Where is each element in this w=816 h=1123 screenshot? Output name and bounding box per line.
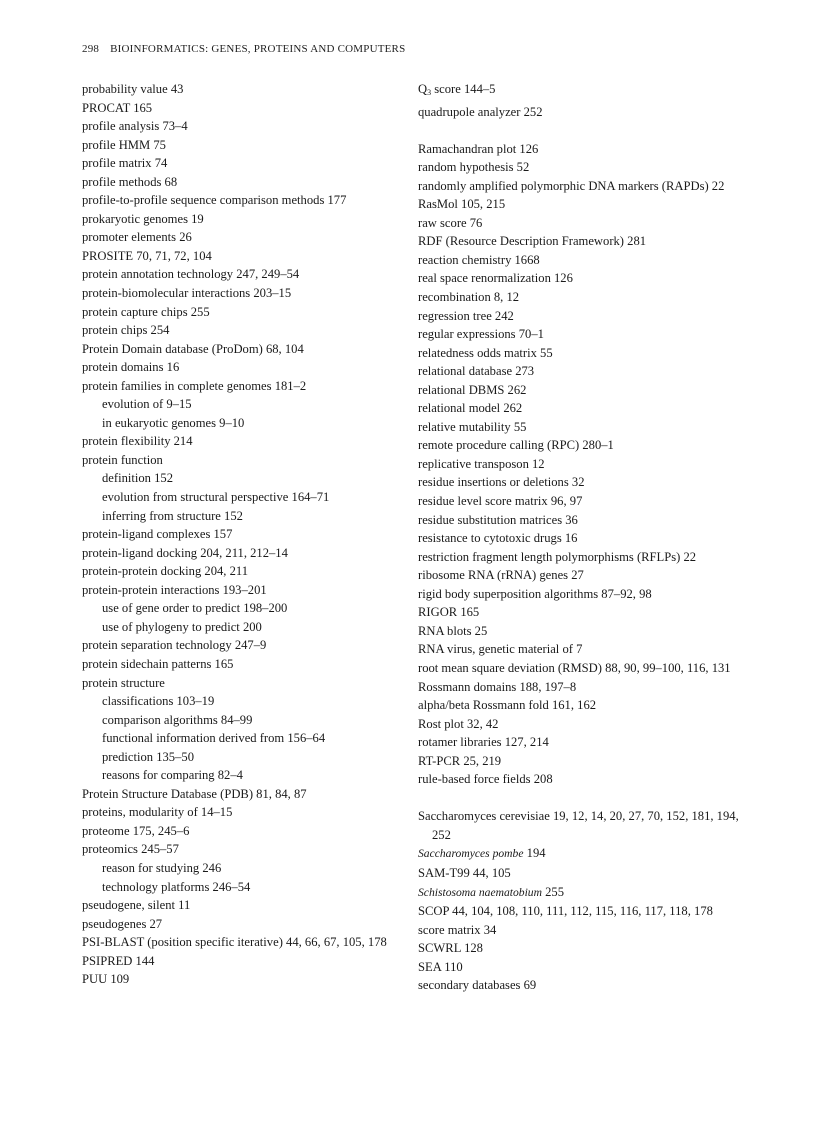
index-column-left — [82, 80, 400, 989]
index-entry: pseudogenes 27 — [82, 916, 163, 931]
index-entry: proteins, modularity of 14–15 — [82, 805, 233, 820]
index-entry: ribosome RNA (rRNA) genes 27 — [418, 568, 584, 583]
index-subentry: in eukaryotic genomes 9–10 — [102, 415, 245, 430]
index-entry-species — [418, 844, 758, 864]
index-entry: reaction chemistry 1668 — [418, 252, 540, 267]
index-entry: rule-based force fields 208 — [418, 772, 553, 787]
index-entry: profile methods 68 — [82, 174, 178, 189]
index-entry: randomly amplified polymorphic DNA markers (RAPDs) 22 — [418, 178, 725, 193]
index-entry-species — [418, 883, 758, 903]
index-entry: Ramachandran plot 126 — [418, 141, 539, 156]
index-entry: relative mutability 55 — [418, 419, 527, 434]
index-entry: SCOP 44, 104, 108, 110, 111, 112, 115, 116, 117, 118, 178 — [418, 904, 713, 919]
index-entry: protein-biomolecular interactions 203–15 — [82, 286, 292, 301]
index-entry: protein domains 16 — [82, 360, 180, 375]
running-title: BIOINFORMATICS: GENES, PROTEINS AND COMPUTERS — [110, 43, 406, 55]
index-entry: restriction fragment length polymorphisms (RFLPs) 22 — [418, 549, 697, 564]
index-entry: protein-ligand complexes 157 — [82, 527, 233, 542]
index-entry: protein capture chips 255 — [82, 304, 210, 319]
index-subentry: use of phylogeny to predict 200 — [102, 619, 262, 634]
index-entry: Rost plot 32, 42 — [418, 716, 499, 731]
index-entry: alpha/beta Rossmann fold 161, 162 — [418, 698, 597, 713]
index-entry: score matrix 34 — [418, 922, 497, 937]
index-entry: Rossmann domains 188, 197–8 — [418, 679, 577, 694]
index-entry: protein flexibility 214 — [82, 434, 193, 449]
index-entry: root mean square deviation (RMSD) 88, 90, 99–100, 116, 131 — [418, 660, 731, 675]
index-entry: proteomics 245–57 — [82, 842, 179, 857]
index-entry: relatedness odds matrix 55 — [418, 345, 553, 360]
index-entry: RasMol 105, 215 — [418, 197, 506, 212]
index-entry: relational model 262 — [418, 401, 523, 416]
page-number: 298 — [82, 43, 100, 55]
index-subentry: inferring from structure 152 — [102, 508, 243, 523]
q3-subscript: 3 — [427, 88, 432, 97]
index-entry: replicative transposon 12 — [418, 456, 545, 471]
index-column-right — [418, 80, 758, 995]
index-entry: profile matrix 74 — [82, 156, 168, 171]
index-entry: RT-PCR 25, 219 — [418, 753, 502, 768]
index-subentry: technology platforms 246–54 — [102, 879, 251, 894]
index-subentry: classifications 103–19 — [102, 694, 215, 709]
index-entry: protein sidechain patterns 165 — [82, 656, 234, 671]
index-entry: proteome 175, 245–6 — [82, 823, 190, 838]
index-subentry: evolution of 9–15 — [102, 397, 192, 412]
index-entry: residue insertions or deletions 32 — [418, 475, 585, 490]
index-entry: protein-ligand docking 204, 211, 212–14 — [82, 545, 288, 560]
species-pages: 194 — [523, 846, 546, 861]
index-entry: probability value 43 — [82, 82, 184, 96]
index-entry: Protein Structure Database (PDB) 81, 84, 87 — [82, 786, 307, 801]
index-subentry: prediction 135–50 — [102, 749, 194, 764]
index-subentry: use of gene order to predict 198–200 — [102, 601, 288, 616]
index-entry-q3-score — [418, 80, 758, 103]
index-entry: protein-protein docking 204, 211 — [82, 564, 249, 579]
index-entry: RDF (Resource Description Framework) 281 — [418, 234, 647, 249]
index-entry: PUU 109 — [82, 972, 130, 987]
index-entry: Protein Domain database (ProDom) 68, 104 — [82, 341, 304, 356]
index-subentry: reason for studying 246 — [102, 860, 222, 875]
index-entry: relational database 273 — [418, 364, 535, 379]
index-entry: pseudogene, silent 11 — [82, 898, 191, 913]
index-entry: SCWRL 128 — [418, 941, 483, 956]
index-entry: RIGOR 165 — [418, 605, 480, 620]
index-entry: residue level score matrix 96, 97 — [418, 494, 583, 509]
index-entry: profile-to-profile sequence comparison methods 177 — [82, 193, 347, 208]
index-entry: real space renormalization 126 — [418, 271, 573, 286]
index-entry: protein separation technology 247–9 — [82, 638, 267, 653]
index-entry: prokaryotic genomes 19 — [82, 211, 204, 226]
index-entry: random hypothesis 52 — [418, 160, 530, 175]
q3-rest: score 144–5 — [431, 82, 496, 96]
index-subentry: reasons for comparing 82–4 — [102, 768, 243, 783]
index-entry: profile HMM 75 — [82, 137, 166, 152]
index-entry: quadrupole analyzer 252 — [418, 104, 543, 119]
index-entry: raw score 76 — [418, 215, 483, 230]
index-entry: profile analysis 73–4 — [82, 119, 188, 134]
index-entry: remote procedure calling (RPC) 280–1 — [418, 438, 614, 453]
index-subentry: comparison algorithms 84–99 — [102, 712, 253, 727]
index-subentry: evolution from structural perspective 164–71 — [102, 490, 330, 505]
index-entry: SEA 110 — [418, 959, 463, 974]
section-gap — [418, 121, 758, 140]
index-entry: promoter elements 26 — [82, 230, 192, 245]
section-gap — [418, 789, 758, 808]
index-entry: protein-protein interactions 193–201 — [82, 582, 267, 597]
index-entry: SAM-T99 44, 105 — [418, 865, 511, 880]
running-header — [82, 43, 405, 55]
index-subentry: definition 152 — [102, 471, 174, 486]
index-entry: resistance to cytotoxic drugs 16 — [418, 531, 578, 546]
index-entry: residue substitution matrices 36 — [418, 512, 578, 527]
index-entry: regular expressions 70–1 — [418, 327, 544, 342]
index-entry: protein families in complete genomes 181–2 — [82, 378, 307, 393]
index-entry: protein function — [82, 452, 163, 467]
index-entry: PSIPRED 144 — [82, 953, 155, 968]
index-entry: rigid body superposition algorithms 87–92, 98 — [418, 586, 652, 601]
species-name: Schistosoma naematobium — [418, 885, 542, 899]
index-entry: PROCAT 165 — [82, 100, 153, 115]
index-entry: PSI-BLAST (position specific iterative) 44, 66, 67, 105, 178 — [82, 935, 387, 950]
index-entry: relational DBMS 262 — [418, 382, 527, 397]
index-entry: RNA virus, genetic material of 7 — [418, 642, 583, 657]
index-entry: recombination 8, 12 — [418, 290, 520, 305]
species-pages: 255 — [541, 884, 565, 899]
index-entry: 252 — [432, 827, 451, 842]
index-entry: protein chips 254 — [82, 323, 170, 338]
q3-letter: Q — [418, 82, 428, 96]
index-entry: secondary databases 69 — [418, 978, 537, 993]
index-entry: rotamer libraries 127, 214 — [418, 735, 549, 750]
species-name: Saccharomyces pombe — [418, 847, 524, 861]
index-entry: RNA blots 25 — [418, 623, 488, 638]
index-entry: PROSITE 70, 71, 72, 104 — [82, 248, 212, 263]
index-entry: protein structure — [82, 675, 165, 690]
index-entry: regression tree 242 — [418, 308, 514, 323]
index-subentry: functional information derived from 156–64 — [102, 731, 326, 746]
index-entry: protein annotation technology 247, 249–54 — [82, 267, 300, 282]
index-entry: Saccharomyces cerevisiae 19, 12, 14, 20, 27, 70, 152, 181, 194, — [418, 809, 739, 824]
